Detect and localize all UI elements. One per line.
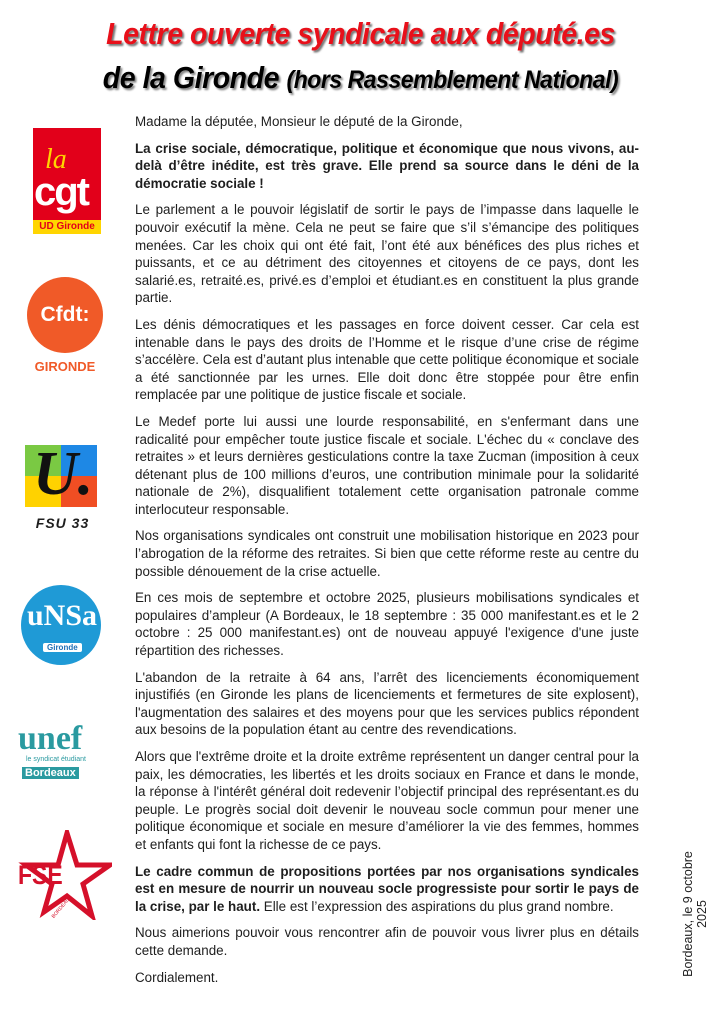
paragraph: Alors que l'extrême droite et la droite extrême représentent un danger central pour la paix, les démocraties, les libertés et les droits sociaux en France et dans le monde, la réponse à l'intérêt général doit redevenir l’objectif principal des représentant.es du peuple. Le progrès social doit devenir le nouveau socle commun pour mener une politique économique et sociale en mesure d’améliorer la vie des femmes, hommes et enfants qui font la richesse de ce pays. xyxy=(135,749,639,852)
cfdt-circle xyxy=(27,277,103,353)
fsu-logo-text: U. xyxy=(33,440,94,508)
cgt-logo xyxy=(33,128,101,234)
cfdt-logo xyxy=(27,277,103,377)
cgt-logo-caption: UD Gironde xyxy=(33,220,101,234)
unef-logo xyxy=(18,722,108,782)
paragraph: En ces mois de septembre et octobre 2025, plusieurs mobilisations syndicales et populaires d’ampleur (A Bordeaux, le 18 septembre : 35 000 manifestant.es et le 2 octobre : 25 000 manifestant.es) ont de nouveau appuyé l'exigence d'une juste répartition des richesses. xyxy=(135,590,639,659)
cfdt-logo-caption: GIRONDE xyxy=(34,359,96,374)
fse-logo xyxy=(12,830,112,920)
date-line: Bordeaux, le 9 octobre 2025 xyxy=(681,851,709,977)
salutation: Madame la députée, Monsieur le député de la Gironde, xyxy=(135,114,463,129)
paragraph: Le Medef porte lui aussi une lourde responsabilité, en s'enfermant dans une radicalité pour empêcher toute justice fiscale et sociale. L'échec du « conclave des retraites » et leurs dernières gesticulations contre la taxe Zucman (imposition à ceux détenant plus de 100 millions d’euros, une contribution minimale pour la solidarité nationale de 2%), disqualifient totalement cette organisation patronale comme interlocuteur responsable. xyxy=(135,413,639,517)
fsu-logo-caption: FSU 33 xyxy=(35,515,90,531)
paragraph xyxy=(135,863,639,916)
fse-logo-text: FSE xyxy=(18,860,63,890)
closing: Cordialement. xyxy=(135,969,219,985)
paragraph: Nous aimerions pouvoir vous rencontrer afin de pouvoir vous livrer plus en détails cette demande. xyxy=(135,925,639,958)
cgt-logo-text: cgt xyxy=(34,170,88,214)
paragraph: Nos organisations syndicales ont construit une mobilisation historique en 2023 pour l’abrogation de la réforme des retraites. Si bien que cette réforme reste au centre du possible dénouement de la crise actuelle. xyxy=(135,528,639,579)
paragraph: La crise sociale, démocratique, politique et économique que nous vivons, au-delà d’être inédite, est très grave. Elle prend sa source dans le déni de la démocratie sociale ! xyxy=(135,140,639,191)
title-sub: (hors Rassemblement National) xyxy=(286,66,619,94)
letter-body xyxy=(135,113,639,995)
cfdt-logo-text: Cfdt: xyxy=(40,303,90,326)
unef-tagline: le syndicat étudiant xyxy=(26,756,86,763)
paragraph-bold: Le cadre commun de propositions portées par nos organisations syndicales est en mesure de nourrir un nouveau socle progressiste pour sortir le pays de la crise, par le haut. xyxy=(135,863,639,914)
cgt-logo-script: la xyxy=(45,144,67,175)
title-line-2 xyxy=(29,60,692,96)
unsa-logo-caption: Gironde xyxy=(43,643,82,652)
title-line-1: Lettre ouverte syndicale aux député.es xyxy=(106,16,615,51)
paragraph: L'abandon de la retraite à 64 ans, l’arrêt des licenciements économiquement injustifiés (en Gironde les plans de licenciements et fermetures de site explosent), l'augmentation des salaires et des moyens pour que les services publics répondent aux besoins de la population étant au centre des revendications. xyxy=(135,669,639,738)
unsa-logo xyxy=(21,585,101,665)
paragraph: Les dénis démocratiques et les passages en force doivent cesser. Car cela est intenable dans le pays des droits de l’Homme et le risque d’une crise de régime s’accélère. Cela est d’autant plus intenable que cette politique économique et sociale a été sanctionnée par les urnes. Elle doit donc être stoppée pour être enfin remplacée par une politique de justice fiscale et sociale. xyxy=(135,316,639,403)
unef-logo-text: unef xyxy=(18,720,83,757)
title-main: de la Gironde xyxy=(102,60,280,95)
paragraph: Le parlement a le pouvoir législatif de sortir le pays de l’impasse dans laquelle le pouvoir exécutif la mène. Cela ne peut se faire que s’il s’émancipe des politiques menées. Car les choix qui ont été fait, l’ont été aux bénéfices des plus riches et puissants, et ce au détriment des citoyennes et citoyens de ce pays, dont les salarié.es, retraité.es, privé.es d’emploi et étudiant.es en constituent la plus grande partie. xyxy=(135,202,639,306)
unsa-logo-text: uNSa xyxy=(27,599,98,632)
unef-logo-caption: Bordeaux xyxy=(22,767,79,779)
paragraph-rest: Elle est l’expression des aspirations du plus grand nombre. xyxy=(260,898,614,914)
fsu-color-block xyxy=(25,440,97,508)
fsu-logo xyxy=(25,440,100,535)
fse-logo-caption: BORDEAUX xyxy=(50,894,74,920)
